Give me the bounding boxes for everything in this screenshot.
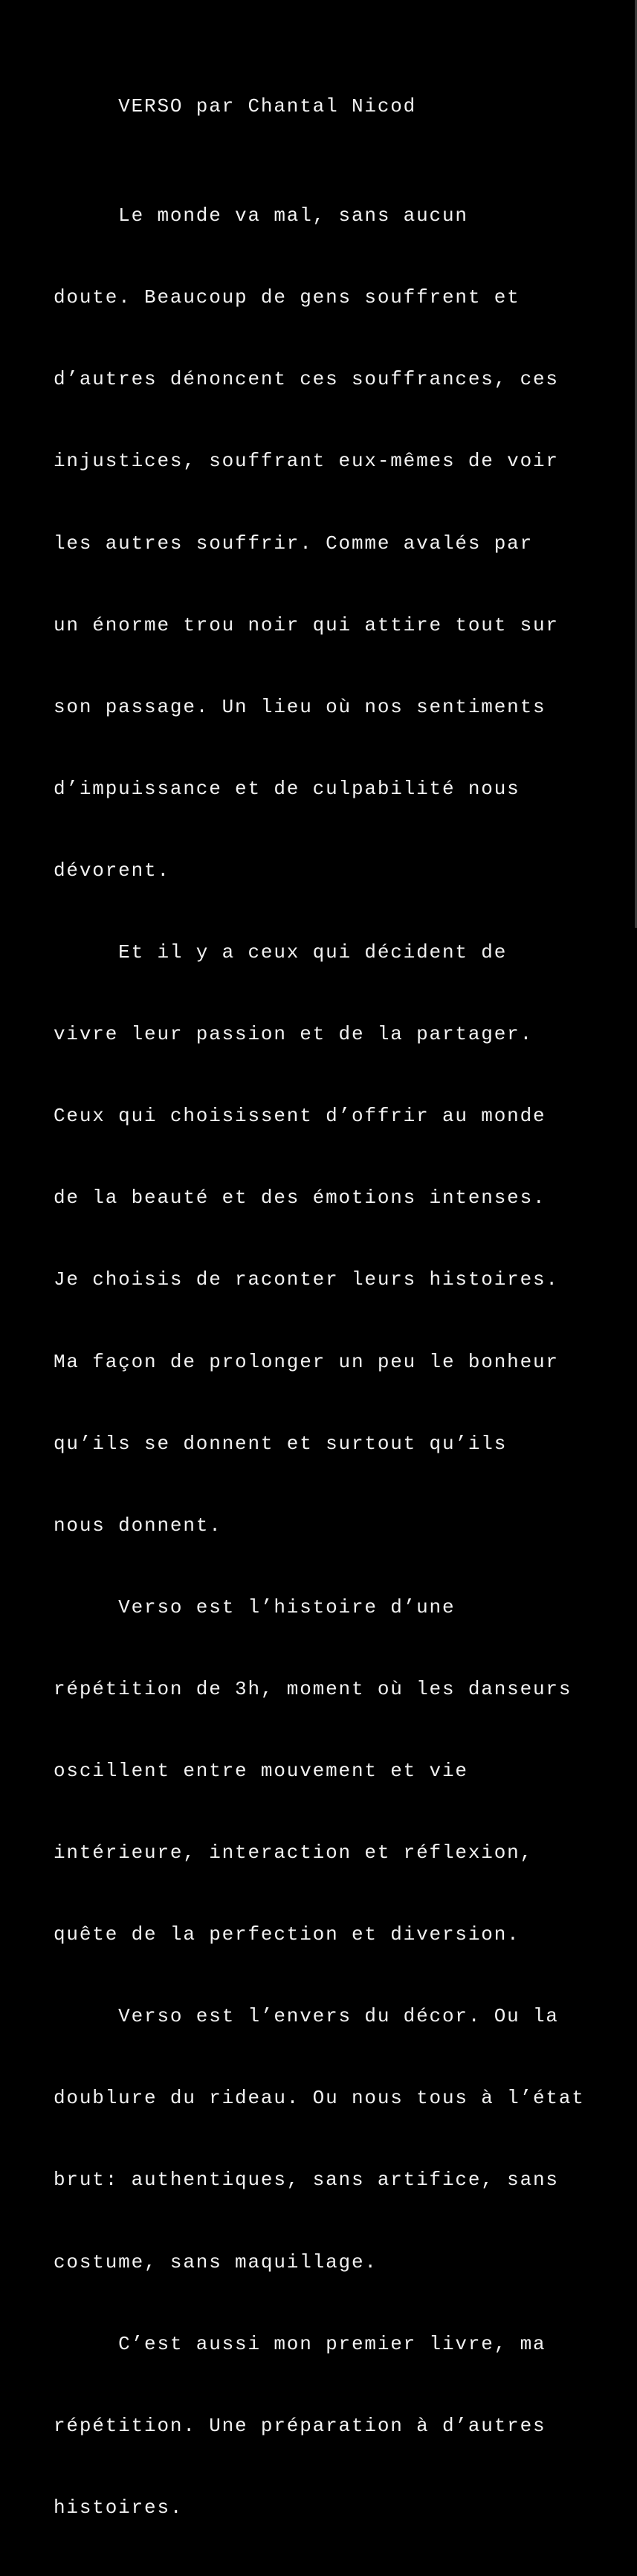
text-line: un énorme trou noir qui attire tout sur: [54, 613, 559, 636]
text-line: Le monde va mal, sans aucun: [54, 204, 468, 227]
text-line: costume, sans maquillage.: [54, 2250, 378, 2273]
text-line: d’impuissance et de culpabilité nous: [54, 777, 520, 800]
text-line: Ceux qui choisissent d’offrir au monde: [54, 1105, 546, 1128]
text-line: Verso est l’envers du décor. Ou la: [54, 2005, 559, 2028]
text-line: qu’ils se donnent et surtout qu’ils: [54, 1432, 508, 1455]
text-line: histoires.: [54, 2496, 184, 2519]
document-title: VERSO par Chantal Nicod: [54, 95, 417, 118]
text-line: brut: authentiques, sans artifice, sans: [54, 2169, 559, 2192]
text-line: répétition de 3h, moment où les danseurs: [54, 1677, 572, 1700]
text-line: doute. Beaucoup de gens souffrent et: [54, 286, 520, 309]
text-line: de la beauté et des émotions intenses.: [54, 1187, 546, 1210]
text-line: Et il y a ceux qui décident de: [54, 941, 508, 964]
text-line: son passage. Un lieu où nos sentiments: [54, 695, 546, 718]
text-line: injustices, souffrant eux-mêmes de voir: [54, 450, 559, 473]
text-line: oscillent entre mouvement et vie: [54, 1759, 468, 1782]
text-line: C’est aussi mon premier livre, ma: [54, 2332, 546, 2355]
document-text: [54, 39, 633, 2576]
text-line: les autres souffrir. Comme avalés par: [54, 532, 534, 555]
text-line: vivre leur passion et de la partager.: [54, 1023, 534, 1046]
text-line: Verso est l’histoire d’une: [54, 1595, 456, 1618]
text-line: doublure du rideau. Ou nous tous à l’état: [54, 2087, 585, 2110]
text-line: intérieure, interaction et réflexion,: [54, 1841, 534, 1865]
text-line: dévorent.: [54, 859, 170, 882]
text-line: Je choisis de raconter leurs histoires.: [54, 1268, 559, 1291]
text-line: répétition. Une préparation à d’autres: [54, 2414, 546, 2437]
text-line: nous donnent.: [54, 1514, 222, 1537]
text-line: d’autres dénoncent ces souffrances, ces: [54, 368, 559, 391]
text-line: quête de la perfection et diversion.: [54, 1923, 520, 1946]
text-line: Ma façon de prolonger un peu le bonheur: [54, 1350, 559, 1373]
